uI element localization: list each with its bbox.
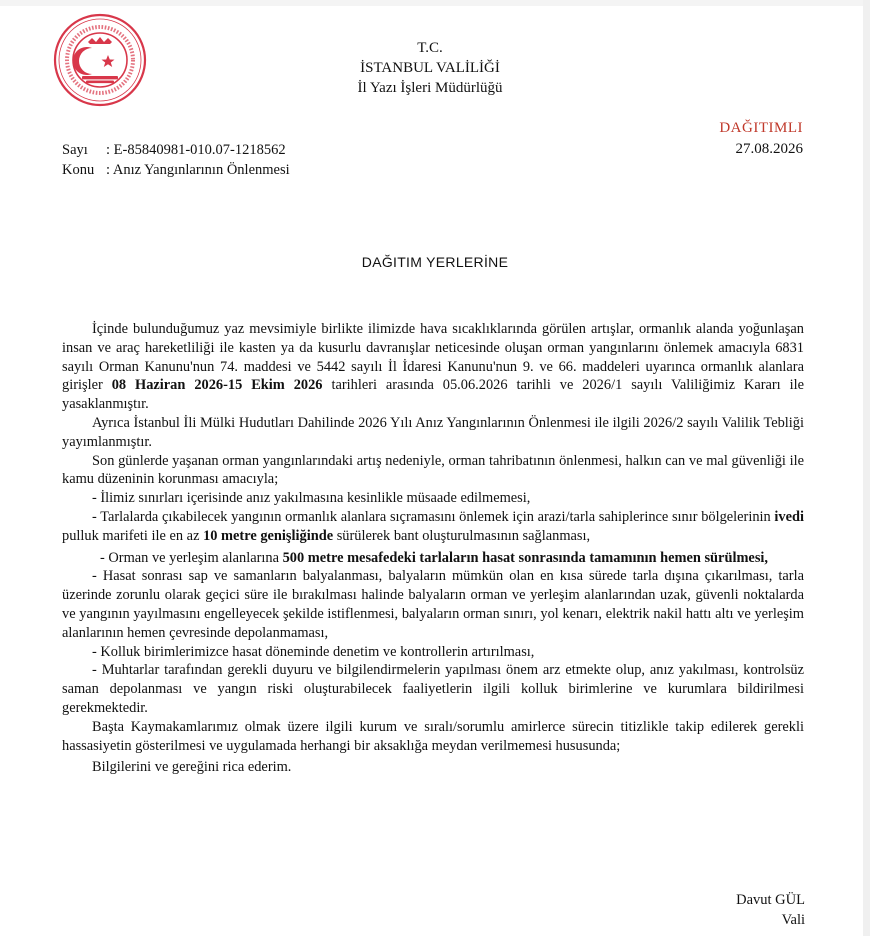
subject-value: : Anız Yangınlarının Önlenmesi [106, 162, 290, 178]
paragraph-2: Ayrıca İstanbul İli Mülki Hudutları Dahilinde 2026 Yılı Anız Yangınlarının Önlenmesi ile ilgili 2026/2 sayılı Valilik Tebliği yayımlanmıştır. [62, 414, 804, 450]
bullet-2-text-b: pulluk marifeti ile en az [62, 527, 204, 544]
paragraph-5: Bilgilerini ve gereğini rica ederim. [92, 759, 292, 776]
subject-key: Konu [62, 162, 95, 178]
ministry-seal-icon [52, 12, 148, 108]
bullet-2-bold-1: ivedi [774, 508, 804, 525]
page-top-edge [0, 0, 870, 6]
number-row [62, 140, 286, 160]
bullet-3-text-a: - Orman ve yerleşim alanlarına [100, 549, 283, 566]
distribution-label: DAĞITIMLI [719, 120, 803, 136]
bullet-6: - Muhtarlar tarafından gerekli duyuru ve bilgilendirmelerin yapılması önem arz etmekte olup, anız yakılması, kontrolsüz saman depolanması ve yangın riski oluşturabilecek faaliyetlerin ilgili kolluk birimlerine ve kurumlara bildirilmesi gerekmektedir. [62, 662, 804, 716]
bullet-5: - Kolluk birimlerimizce hasat döneminde denetim ve kontrollerin artırılması, [92, 643, 535, 660]
number-value: : E-85840981-010.07-1218562 [106, 142, 286, 158]
signatory-name: Davut GÜL [736, 892, 805, 908]
paragraph-3: Son günlerde yaşanan orman yangınlarındaki artış nedeniyle, orman tahribatının önlenmesi, halkın can ve mal güvenliği ile kamu düzeninin korunması amacıyla; [62, 452, 804, 488]
header-department: İl Yazı İşleri Müdürlüğü [357, 80, 503, 96]
number-key: Sayı [62, 142, 88, 158]
letter-body [62, 320, 804, 777]
bullet-3 [62, 549, 804, 568]
paragraph-4: Başta Kaymakamlarımız olmak üzere ilgili kurum ve sıralı/sorumlu amirlerce sürecin titizlikle takip edilerek gerekli hassasiyetin gösterilmesi ve uygulamada herhangi bir aksaklığa meydan verilmemesi hususunda; [62, 718, 804, 754]
paragraph-1 [62, 320, 804, 414]
bullet-2-text-c: sürülerek bant oluşturulmasının sağlanması, [333, 527, 591, 544]
header-governorship: İSTANBUL VALİLİĞİ [360, 60, 500, 76]
paragraph-1-text-a: İçinde bulunduğumuz yaz mevsimiyle birlikte ilimizde hava sıcaklıklarında görülen artışlar, ormanlık alanda yoğunlaşan insan ve araç hareketliliği ile kasten ya da kusurlu davranışlar neticesinde oluşan orman yangınlarını önlemek amacıyla 6831 sayılı Orman Kanunu'nun 74. maddesi ve 5442 sayılı İl İdaresi Kanunu'nun 9. ve 66. maddeleri uyarınca ormanlık alanlara girişler [62, 321, 804, 394]
addressee-heading: DAĞITIM YERLERİNE [361, 254, 509, 270]
bullet-2-bold-2: 10 metre genişliğinde [203, 527, 334, 544]
page-right-edge [863, 0, 870, 936]
bullet-3-bold: 500 metre mesafedeki tarlaların hasat sonrasında tamamının hemen sürülmesi, [282, 549, 769, 566]
document-date: 27.08.2026 [735, 141, 803, 157]
bullet-2 [62, 508, 804, 546]
bullet-4: - Hasat sonrası sap ve samanların balyalanması, balyaların mümkün olan en kısa sürede tarla dışına çıkarılması, tarla üzerinde zorunlu olarak geçici süre ile bırakılması halinde balyaların orman ve yerleşim alanlarından uzak, güvenli noktalarda ve yangının yayılmasını engelleyecek şekilde istiflenmesi, balyaların orman sınırı, yol kenarı, elektrik nakil hattı altı ve yerleşim alanlarının hemen çevresinde depolanmaması, [62, 568, 804, 641]
bullet-1: - İlimiz sınırları içerisinde anız yakılmasına kesinlikle müsaade edilmemesi, [92, 490, 531, 507]
subject-row [62, 160, 290, 180]
paragraph-1-text-b: tarihleri arasında 05.06.2026 tarihli ve 2026/1 sayılı Valiliğimiz Kararı ile yasaklanmıştır. [62, 377, 804, 413]
bullet-2-text-a: - Tarlalarda çıkabilecek yangının ormanlık alanlara sıçramasını önlemek için arazi/tarla sahiplerince sınır bölgelerinin [92, 508, 775, 525]
paragraph-1-dates: 08 Haziran 2026-15 Ekim 2026 [111, 377, 323, 394]
signatory-title: Vali [781, 912, 805, 928]
header-tc: T.C. [417, 40, 443, 56]
